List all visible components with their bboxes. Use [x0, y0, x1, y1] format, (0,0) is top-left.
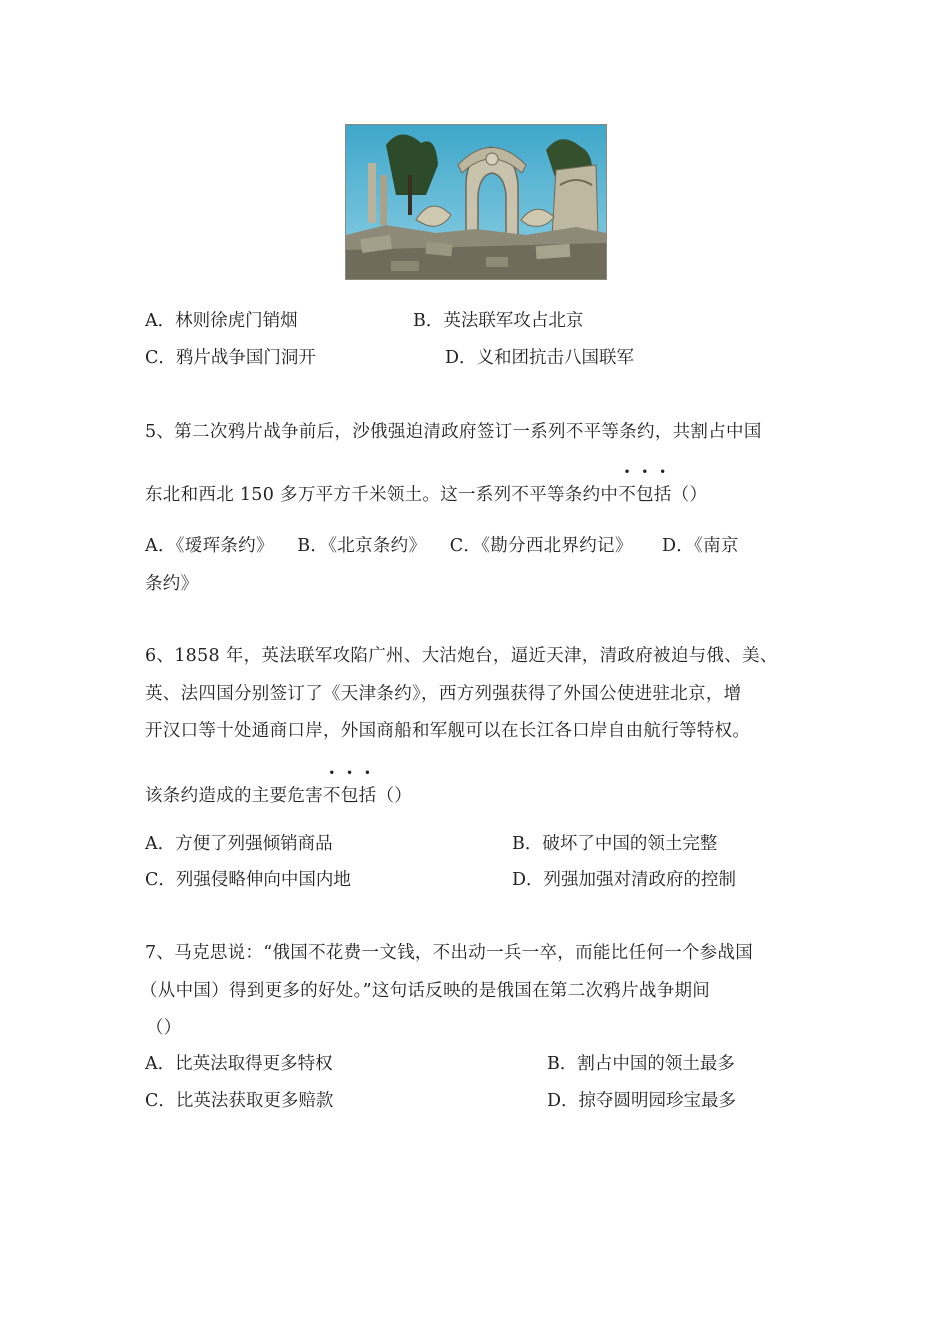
emphasis-char: 括: [653, 485, 672, 505]
q5-options-line2[interactable]: 条约》: [145, 574, 199, 594]
q4-option-a[interactable]: A．林则徐虎门销烟: [145, 311, 298, 331]
answer-blank[interactable]: （）: [376, 786, 413, 806]
q6-stem-text: 该条约造成的主要危害: [145, 786, 323, 806]
emphasis-char: 包: [340, 786, 359, 806]
q5-stem-text: 东北和西北 150 多万平方千米领土。这一系列不平等条约中: [145, 485, 619, 505]
q5-options-line[interactable]: A．《瑷珲条约》 B．《北京条约》 C．《勘分西北界约记》 D．《南京: [145, 536, 739, 556]
ruins-illustration: [346, 125, 606, 279]
q6-stem-line4: [145, 784, 412, 808]
q6-option-c[interactable]: C．列强侵略伸向中国内地: [145, 870, 351, 890]
emphasis-char: 不: [323, 786, 341, 806]
q4-option-d[interactable]: D．义和团抗击八国联军: [445, 348, 635, 368]
q7-option-c[interactable]: C．比英法获取更多赔款: [145, 1091, 334, 1111]
answer-blank[interactable]: （）: [146, 1018, 182, 1038]
q7-stem-line1: 7、马克思说：“俄国不花费一文钱，不出动一兵一卒，而能比任何一个参战国: [145, 943, 754, 963]
q7-stem-line2: （从中国）得到更多的好处。”这句话反映的是俄国在第二次鸦片战争期间: [140, 981, 711, 1001]
q6-stem-line3: 开汉口等十处通商口岸，外国商船和军舰可以在长江各口岸自由航行等特权。: [145, 721, 751, 741]
q6-option-b[interactable]: B．破坏了中国的领土完整: [512, 834, 718, 854]
ruins-photo: [345, 124, 607, 280]
answer-blank[interactable]: （）: [671, 485, 708, 505]
q4-option-c[interactable]: C．鸦片战争国门洞开: [145, 348, 316, 368]
q7-option-d[interactable]: D．掠夺圆明园珍宝最多: [547, 1091, 737, 1111]
emphasis-char: 括: [358, 786, 377, 806]
q7-option-a[interactable]: A．比英法取得更多特权: [145, 1054, 333, 1074]
q7-option-b[interactable]: B．割占中国的领土最多: [547, 1054, 735, 1074]
q5-stem-line1: 5、第二次鸦片战争前后，沙俄强迫清政府签订一系列不平等条约，共割占中国: [145, 422, 762, 442]
q6-option-a[interactable]: A．方便了列强倾销商品: [145, 834, 333, 854]
emphasis-char: 包: [636, 485, 654, 505]
q6-stem-line1: 6、1858 年，英法联军攻陷广州、大沽炮台，逼近天津，清政府被迫与俄、美、: [145, 646, 778, 666]
q6-stem-line2: 英、法四国分别签订了《天津条约》，西方列强获得了外国公使进驻北京，增: [145, 684, 742, 704]
emphasis-char: 不: [618, 485, 637, 505]
q5-stem-line2: [145, 483, 707, 507]
q4-option-b[interactable]: B．英法联军攻占北京: [413, 311, 584, 331]
q6-option-d[interactable]: D．列强加强对清政府的控制: [512, 870, 737, 890]
